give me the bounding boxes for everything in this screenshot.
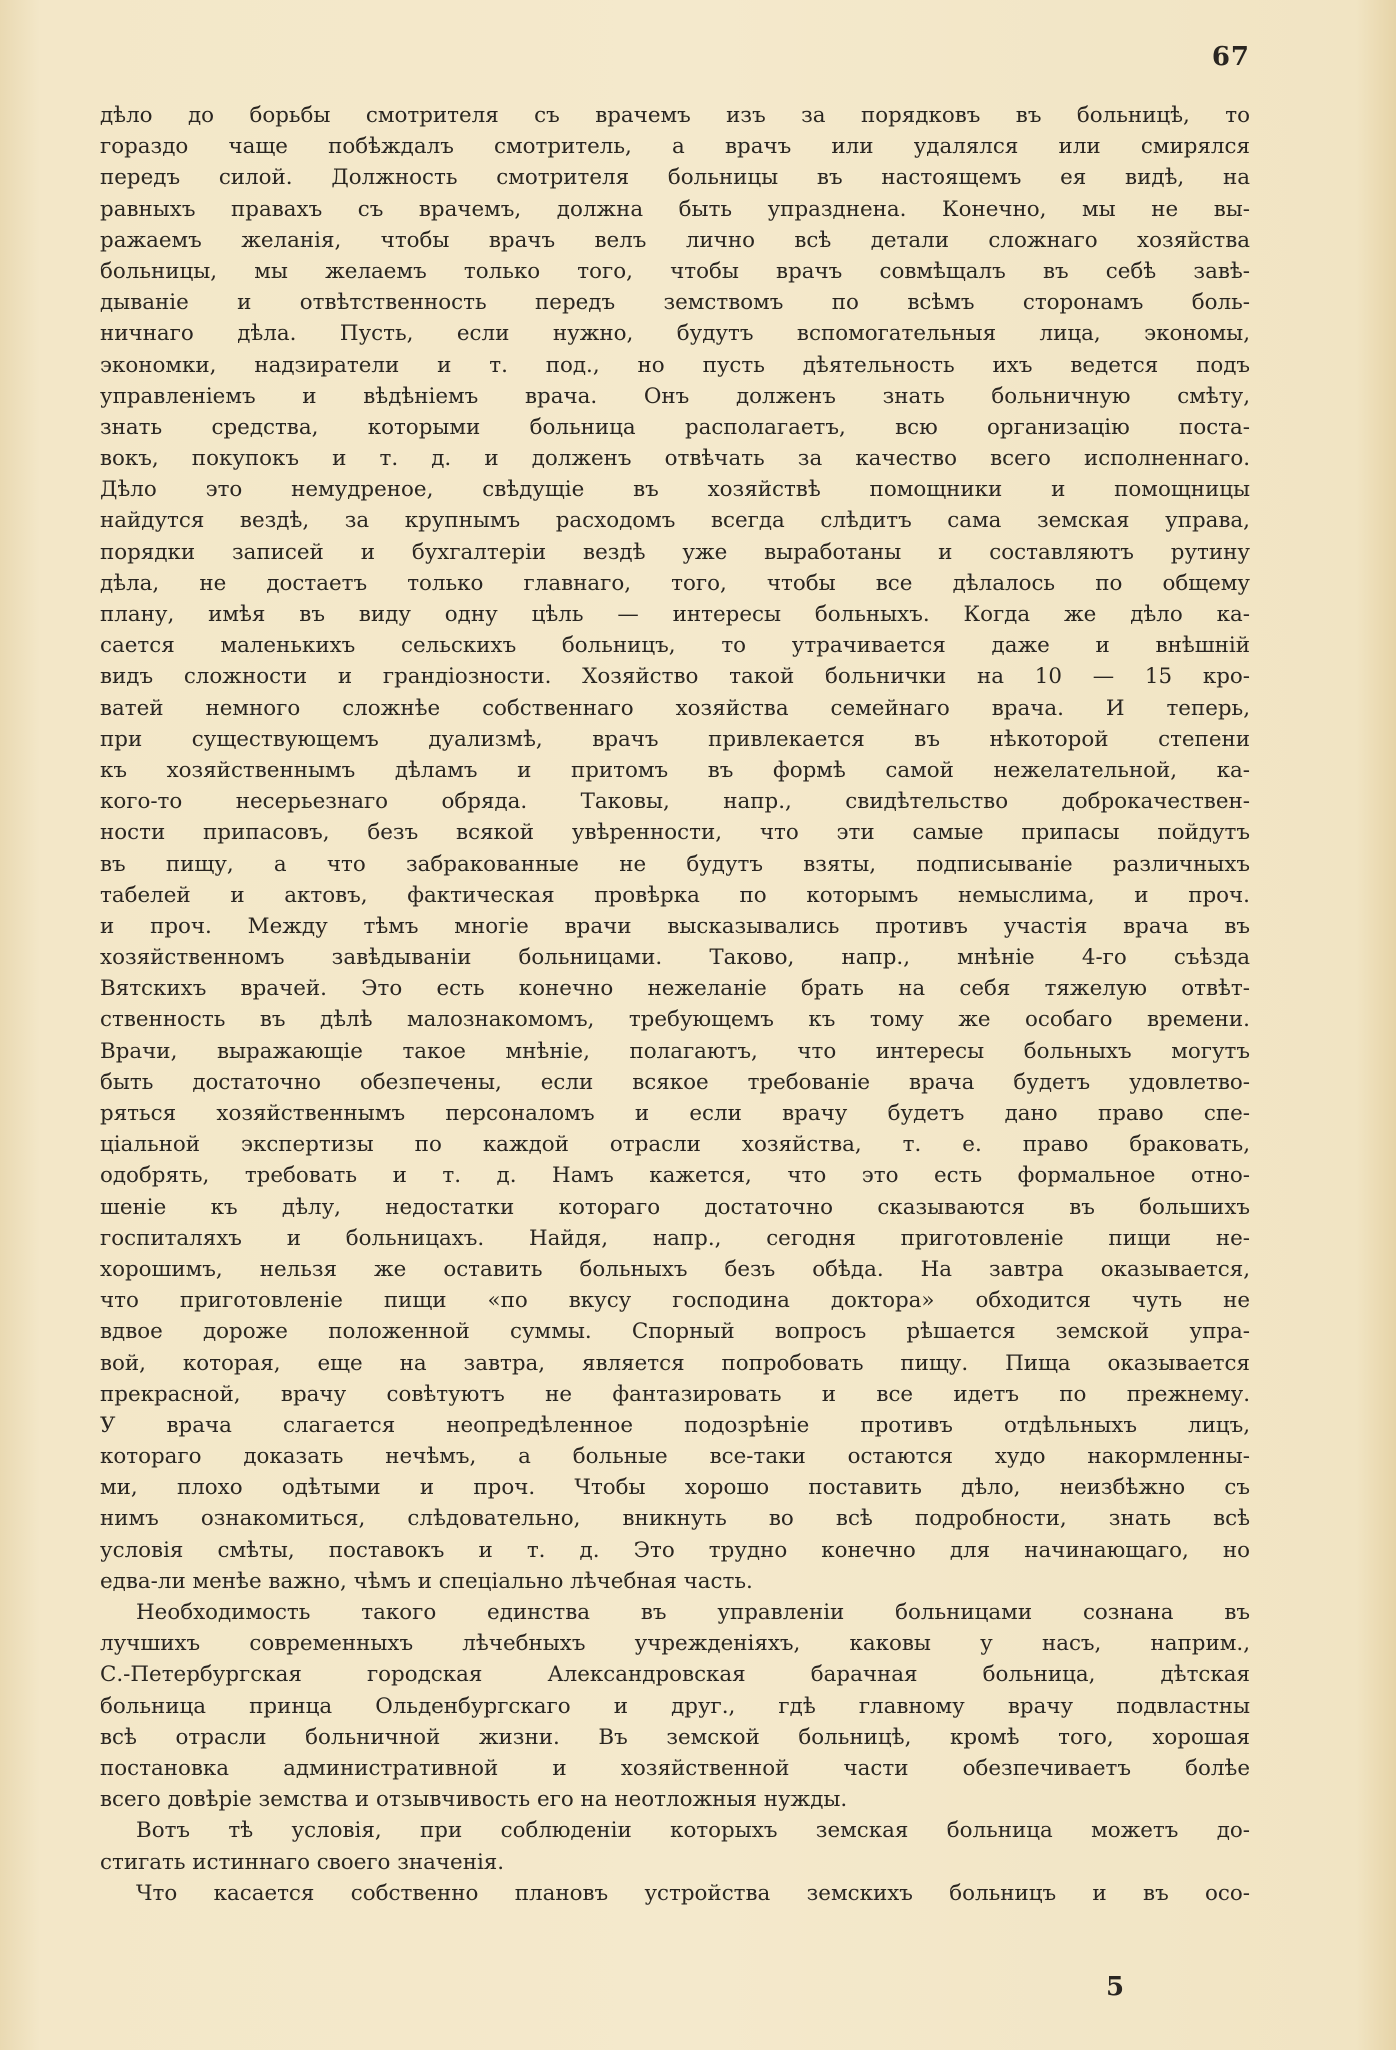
text-line: госпиталяхъ и больницахъ. Найдя, напр., сегодня приготовленіе пищи не- [100,1225,1250,1251]
text-line: табелей и актовъ, фактическая провѣрка по которымъ немыслима, и проч. [100,882,1250,908]
text-line: условія смѣты, поставокъ и т. д. Это трудно конечно для начинающаго, но [100,1537,1250,1563]
text-line: стигать истиннаго своего значенія. [100,1849,505,1875]
text-line: передъ силой. Должность смотрителя больницы въ настоящемъ ея видѣ, на [100,165,1250,191]
text-line: экономки, надзиратели и т. под., но пусть дѣятельность ихъ ведется подъ [100,352,1250,378]
text-line: знать средства, которыми больница располагаетъ, всю организацію поста- [100,414,1250,440]
text-line: что приготовленіе пищи «по вкусу господина доктора» обходится чуть не [100,1288,1250,1314]
text-line: постановка административной и хозяйственной части обезпечиваетъ болѣе [100,1755,1250,1781]
text-line: при существующемъ дуализмѣ, врачъ привлекается въ нѣкоторой степени [100,726,1250,752]
text-line: больница принца Ольденбургскаго и друг., гдѣ главному врачу подвластны [100,1693,1250,1719]
text-line: найдутся вездѣ, за крупнымъ расходомъ всегда слѣдитъ сама земская управа, [100,508,1250,534]
text-line: видъ сложности и грандіозности. Хозяйство такой больнички на 10 — 15 кро- [100,664,1250,690]
text-line: ряться хозяйственнымъ персоналомъ и если врачу будетъ дано право спе- [100,1101,1250,1126]
text-line: гораздо чаще побѣждалъ смотритель, а врачъ или удалялся или смирялся [100,134,1250,160]
page-number: 67 [1211,42,1250,72]
text-line: вокъ, покупокъ и т. д. и долженъ отвѣчать за качество всего исполненнаго. [100,446,1250,472]
text-line: къ хозяйственнымъ дѣламъ и притомъ въ формѣ самой нежелательной, ка- [100,757,1250,783]
text-line: ватей немного сложнѣе собственнаго хозяйства семейнаго врача. И теперь, [100,695,1250,721]
text-line: Дѣло это немудреное, свѣдущіе въ хозяйствѣ помощники и помощницы [100,477,1250,503]
text-line: хозяйственномъ завѣдываніи больницами. Таково, напр., мнѣніе 4-го съѣзда [100,945,1250,971]
text-line: Вятскихъ врачей. Это есть конечно нежеланіе брать на себя тяжелую отвѣт- [100,976,1250,1002]
text-line: одобрять, требовать и т. д. Намъ кажется, что это есть формальное отно- [100,1163,1250,1189]
text-line: нимъ ознакомиться, слѣдовательно, вникнуть во всѣ подробности, знать всѣ [100,1506,1250,1532]
text-line: Необходимость такого единства въ управленіи больницами сознана въ [136,1600,1250,1625]
body-text [100,100,1250,1909]
text-line: и проч. Между тѣмъ многіе врачи высказывались противъ участія врача въ [100,913,1250,939]
text-line: С.-Петербургская городская Александровская барачная больница, дѣтская [100,1662,1250,1688]
text-line: порядки записей и бухгалтеріи вездѣ уже выработаны и составляютъ рутину [100,539,1250,565]
text-line: дываніе и отвѣтственность передъ земствомъ по всѣмъ сторонамъ боль- [100,290,1250,316]
text-line: Вотъ тѣ условія, при соблюденіи которыхъ земская больница можетъ до- [136,1818,1250,1844]
text-line: равныхъ правахъ съ врачемъ, должна быть упразднена. Конечно, мы не вы- [100,196,1250,222]
text-line: Врачи, выражающіе такое мнѣніе, полагаютъ, что интересы больныхъ могутъ [100,1038,1250,1064]
text-line: вдвое дороже положенной суммы. Спорный вопросъ рѣшается земской упра- [100,1319,1250,1345]
text-line: дѣло до борьбы смотрителя съ врачемъ изъ за порядковъ въ больницѣ, то [100,103,1250,128]
text-line: ражаемъ желанія, чтобы врачъ велъ лично всѣ детали сложнаго хозяйства [100,227,1250,253]
text-line: сается маленькихъ сельскихъ больницъ, то утрачивается даже и внѣшній [100,633,1250,659]
text-line: ственность въ дѣлѣ малознакомомъ, требующемъ къ тому же особаго времени. [100,1007,1250,1033]
text-line: въ пищу, а что забракованные не будутъ взяты, подписываніе различныхъ [100,851,1250,877]
text-line: ности припасовъ, безъ всякой увѣренности, что эти самые припасы пойдутъ [100,820,1250,846]
text-line: ничнаго дѣла. Пусть, если нужно, будутъ вспомогательныя лица, экономы, [100,321,1250,347]
text-line: прекрасной, врачу совѣтуютъ не фантазировать и все идетъ по прежнему. [100,1381,1250,1407]
text-line: дѣла, не достаетъ только главнаго, того, чтобы все дѣлалось по общему [100,570,1250,596]
text-line: плану, имѣя въ виду одну цѣль — интересы больныхъ. Когда же дѣло ка- [100,602,1250,627]
text-line: шеніе къ дѣлу, недостатки котораго достаточно сказываются въ большихъ [100,1194,1250,1220]
text-line: У врача слагается неопредѣленное подозрѣніе противъ отдѣльныхъ лицъ, [100,1412,1250,1438]
text-line: котораго доказать нечѣмъ, а больные все-таки остаются худо накормленны- [100,1444,1250,1470]
text-line: вой, которая, еще на завтра, является попробовать пищу. Пища оказывается [100,1350,1250,1376]
text-line: всѣ отрасли больничной жизни. Въ земской больницѣ, кромѣ того, хорошая [100,1724,1250,1750]
text-line: больницы, мы желаемъ только того, чтобы врачъ совмѣщалъ въ себѣ завѣ- [100,258,1250,284]
text-line: всего довѣріе земства и отзывчивость его на неотложныя нужды. [100,1787,848,1813]
text-line: хорошимъ, нельзя же оставить больныхъ безъ обѣда. На завтра оказывается, [100,1256,1250,1282]
signature-mark: 5 [1106,1972,1125,2002]
text-line: ми, плохо одѣтыми и проч. Чтобы хорошо поставить дѣло, неизбѣжно съ [100,1475,1250,1501]
text-line: Что касается собственно плановъ устройства земскихъ больницъ и въ осо- [136,1880,1250,1906]
text-line: едва-ли менѣе важно, чѣмъ и спеціально лѣчебная часть. [100,1568,753,1594]
text-line: быть достаточно обезпечены, если всякое требованіе врача будетъ удовлетво- [100,1069,1250,1095]
text-line: ціальной экспертизы по каждой отрасли хозяйства, т. е. право браковать, [100,1132,1250,1158]
text-line: лучшихъ современныхъ лѣчебныхъ учрежденіяхъ, каковы у насъ, наприм., [100,1631,1250,1657]
text-line: управленіемъ и вѣдѣніемъ врача. Онъ долженъ знать больничную смѣту, [100,383,1250,409]
text-line: кого-то несерьезнаго обряда. Таковы, напр., свидѣтельство доброкачествен- [100,789,1250,815]
